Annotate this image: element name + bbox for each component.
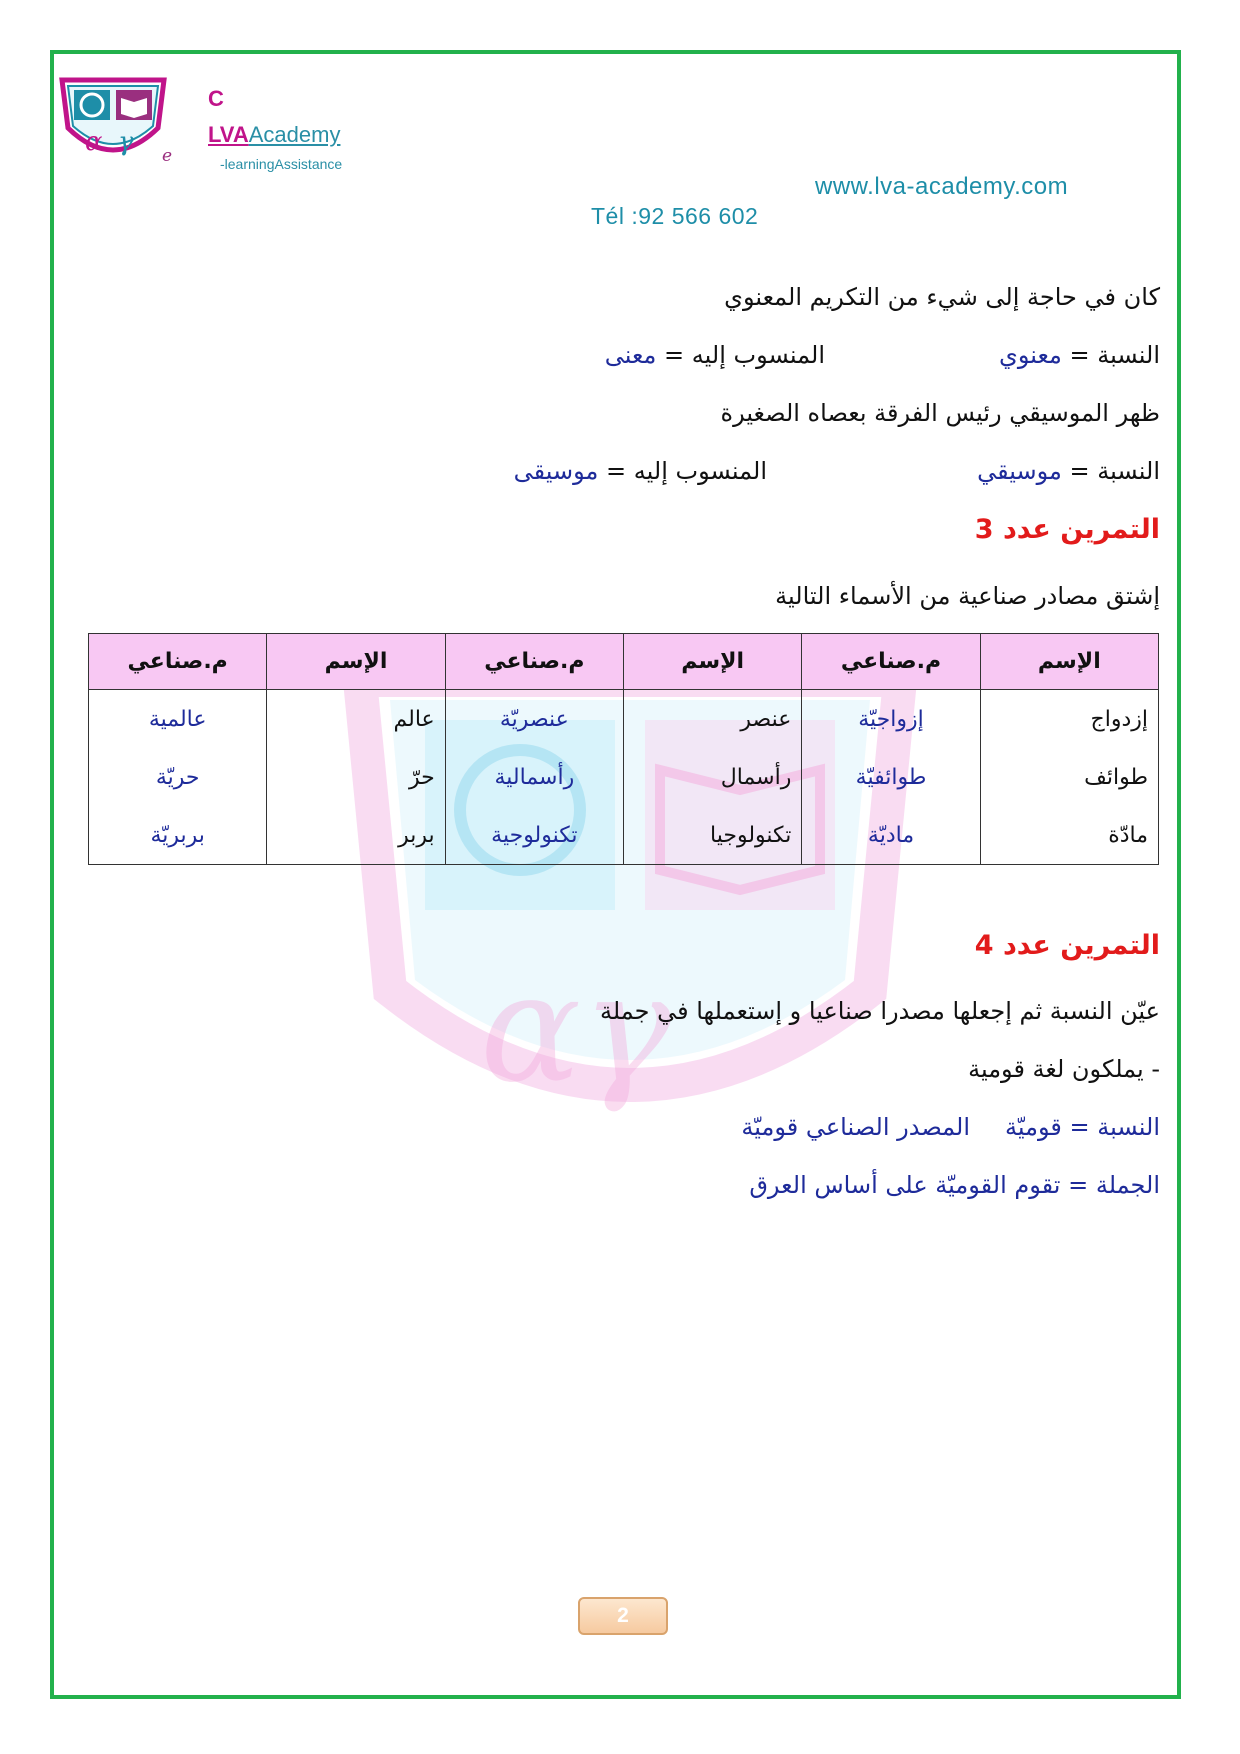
table-cell-masdar: طوائفيّة bbox=[802, 748, 980, 806]
exercise-4-masdar: المصدر الصناعي قوميّة bbox=[741, 1113, 970, 1141]
nisba-label: النسبة = bbox=[1061, 341, 1160, 369]
page-number-badge bbox=[578, 1597, 668, 1635]
table-cell-noun: حرّ bbox=[267, 748, 445, 806]
table-cell-noun: مادّة bbox=[980, 806, 1158, 865]
brand-academy: Academy bbox=[248, 122, 341, 147]
brand-c-letter: C bbox=[208, 86, 224, 111]
table-cell-masdar: رأسمالية bbox=[445, 748, 623, 806]
table-cell-masdar: عنصريّة bbox=[445, 690, 623, 749]
example-2-mansub bbox=[514, 457, 767, 485]
brand-tagline: -learningAssistance bbox=[220, 156, 343, 172]
column-header: م.صناعي bbox=[89, 634, 267, 690]
phone-number: Tél :92 566 602 bbox=[591, 203, 759, 229]
column-header: م.صناعي bbox=[445, 634, 623, 690]
example-1-mansub bbox=[605, 341, 825, 369]
nisba-label: النسبة = bbox=[1061, 457, 1160, 485]
table-cell-masdar: تكنولوجية bbox=[445, 806, 623, 865]
table-cell-masdar: بربريّة bbox=[89, 806, 267, 865]
column-header: الإسم bbox=[980, 634, 1158, 690]
table-cell-masdar: إزواجيّة bbox=[802, 690, 980, 749]
table-row bbox=[89, 690, 1159, 749]
table-cell-masdar: حريّة bbox=[89, 748, 267, 806]
example-2-nisba bbox=[977, 457, 1160, 485]
nisba-value: معنوي bbox=[999, 341, 1062, 369]
mansub-label: المنسوب إليه = bbox=[598, 457, 767, 485]
exercise-4-title: التمرين عدد 4 bbox=[974, 930, 1160, 961]
table-cell-noun: تكنولوجيا bbox=[624, 806, 802, 865]
column-header: الإسم bbox=[267, 634, 445, 690]
mansub-label: المنسوب إليه = bbox=[656, 341, 825, 369]
table-row bbox=[89, 806, 1159, 865]
brand-lva: LVA bbox=[208, 122, 249, 147]
exercise-4-sentence-answer: الجملة = تقوم القوميّة على أساس العرق bbox=[749, 1171, 1160, 1199]
mansub-value: موسيقى bbox=[513, 457, 599, 485]
example-1-nisba bbox=[999, 341, 1160, 369]
exercise-3-instruction: إشتق مصادر صناعية من الأسماء التالية bbox=[775, 582, 1160, 610]
svg-text:α: α bbox=[85, 127, 103, 157]
brand-name bbox=[208, 122, 340, 148]
table-cell-noun: طوائف bbox=[980, 748, 1158, 806]
table-cell-noun: إزدواج bbox=[980, 690, 1158, 749]
exercise-4-sentence: - يملكون لغة قومية bbox=[968, 1055, 1160, 1083]
example-sentence-2: ظهر الموسيقي رئيس الفرقة بعصاه الصغيرة bbox=[720, 399, 1160, 427]
table-cell-noun: عنصر bbox=[624, 690, 802, 749]
svg-text:αγ: αγ bbox=[480, 942, 671, 1116]
academy-logo bbox=[58, 76, 168, 172]
svg-text:γ: γ bbox=[118, 127, 134, 157]
column-header: الإسم bbox=[624, 634, 802, 690]
exercise-4-instruction: عيّن النسبة ثم إجعلها مصدرا صناعيا و إستعملها في جملة bbox=[599, 997, 1160, 1025]
column-header: م.صناعي bbox=[802, 634, 980, 690]
table-header-row bbox=[89, 634, 1159, 690]
table-cell-masdar: ماديّة bbox=[802, 806, 980, 865]
derivation-table bbox=[88, 633, 1159, 865]
table-cell-noun: بربر bbox=[267, 806, 445, 865]
mansub-value: معنى bbox=[604, 341, 657, 369]
table-cell-noun: عالم bbox=[267, 690, 445, 749]
brand-e-letter: e bbox=[162, 146, 173, 166]
table-row bbox=[89, 748, 1159, 806]
website-link[interactable]: www.lva-academy.com bbox=[815, 173, 1069, 200]
exercise-4-nisba: النسبة = قوميّة bbox=[1005, 1113, 1160, 1141]
example-sentence-1: كان في حاجة إلى شيء من التكريم المعنوي bbox=[724, 283, 1160, 311]
table-cell-noun: رأسمال bbox=[624, 748, 802, 806]
exercise-3-title: التمرين عدد 3 bbox=[974, 514, 1160, 545]
nisba-value: موسيقي bbox=[977, 457, 1062, 485]
page-number: 2 bbox=[617, 1604, 629, 1627]
table-cell-masdar: عالمية bbox=[89, 690, 267, 749]
